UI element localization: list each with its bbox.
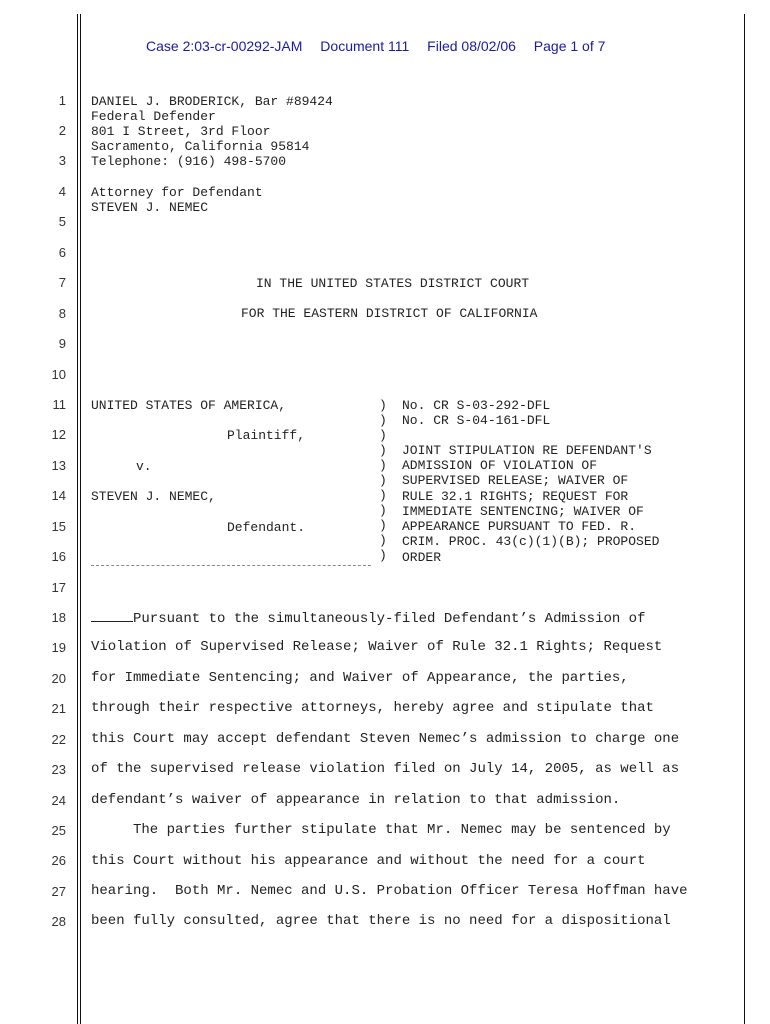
line-number: 19 <box>51 640 66 655</box>
ecf-header <box>146 38 619 54</box>
line-number: 2 <box>58 123 66 138</box>
line-number: 18 <box>51 610 66 625</box>
line-number: 10 <box>51 367 66 382</box>
body-line-27: hearing. Both Mr. Nemec and U.S. Probation Officer Teresa Hoffman have <box>91 883 688 899</box>
court-district: FOR THE EASTERN DISTRICT OF CALIFORNIA <box>241 306 538 321</box>
line-number: 25 <box>51 823 66 838</box>
line-number: 26 <box>51 853 66 868</box>
line-number: 21 <box>51 701 66 716</box>
counsel-street: 801 I Street, 3rd Floor <box>91 124 271 139</box>
caption-defendant: STEVEN J. NEMEC, <box>91 489 216 504</box>
body-line-20: for Immediate Sentencing; and Waiver of Appearance, the parties, <box>91 670 629 686</box>
court-name: IN THE UNITED STATES DISTRICT COURT <box>256 276 530 291</box>
left-margin-rule-1 <box>77 14 78 1024</box>
line-number: 1 <box>58 93 66 108</box>
right-margin-rule <box>744 14 745 1024</box>
line-number: 6 <box>58 245 66 260</box>
case-number-1: No. CR S-03-292-DFL <box>402 398 551 413</box>
body-line-26: this Court without his appearance and without the need for a court <box>91 853 646 869</box>
counsel-name: DANIEL J. BRODERICK, Bar #89424 <box>91 94 333 109</box>
caption-defendant-role: Defendant. <box>227 520 306 535</box>
line-number: 23 <box>51 762 66 777</box>
body-line-19: Violation of Supervised Release; Waiver of Rule 32.1 Rights; Request <box>91 639 663 655</box>
line-number: 3 <box>58 153 66 168</box>
line-number: 11 <box>52 397 66 412</box>
line-number: 22 <box>51 732 66 747</box>
line-number: 15 <box>51 519 66 534</box>
counsel-role: Attorney for Defendant <box>91 185 263 200</box>
line-number: 13 <box>51 458 66 473</box>
line-number: 28 <box>51 914 66 929</box>
caption-rule <box>91 565 371 566</box>
body-line-28: been fully consulted, agree that there is no need for a dispositional <box>91 913 671 929</box>
document-title-line: JOINT STIPULATION RE DEFENDANT'S <box>402 443 652 458</box>
paragraph-indent-blank <box>91 609 133 622</box>
line-number: 24 <box>51 793 66 808</box>
caption-versus: v. <box>136 459 152 474</box>
line-number: 16 <box>51 549 66 564</box>
body-line-23: of the supervised release violation filed on July 14, 2005, as well as <box>91 761 680 777</box>
caption-paren-column: ) ) ) ) ) ) ) ) ) ) ) <box>379 398 387 563</box>
line-number: 7 <box>58 275 66 290</box>
counsel-title: Federal Defender <box>91 109 216 124</box>
caption-plaintiff: UNITED STATES OF AMERICA, <box>91 398 287 413</box>
counsel-city: Sacramento, California 95814 <box>91 139 310 154</box>
line-number: 9 <box>58 336 66 351</box>
document-title-line: IMMEDIATE SENTENCING; WAIVER OF <box>402 504 644 519</box>
page-indicator: Page 1 of 7 <box>533 38 606 54</box>
document-title-line: RULE 32.1 RIGHTS; REQUEST FOR <box>402 489 629 504</box>
line-number: 8 <box>58 306 66 321</box>
body-text: Pursuant to the simultaneously-filed Defendant’s Admission of <box>133 611 646 627</box>
body-line-18 <box>91 609 645 627</box>
line-number: 27 <box>51 884 66 899</box>
filed-date: Filed 08/02/06 <box>427 38 516 54</box>
counsel-client: STEVEN J. NEMEC <box>91 200 209 215</box>
document-title-line: CRIM. PROC. 43(c)(1)(B); PROPOSED <box>402 534 660 549</box>
caption-plaintiff-role: Plaintiff, <box>227 428 306 443</box>
document-number: Document 111 <box>320 38 410 54</box>
document-title-line: SUPERVISED RELEASE; WAIVER OF <box>402 473 629 488</box>
body-line-22: this Court may accept defendant Steven Nemec’s admission to charge one <box>91 731 680 747</box>
line-number: 5 <box>58 214 66 229</box>
line-number: 17 <box>51 580 66 595</box>
line-number: 14 <box>51 488 66 503</box>
line-number: 4 <box>58 184 66 199</box>
body-line-24: defendant’s waiver of appearance in relation to that admission. <box>91 792 621 808</box>
document-title-line: ORDER <box>402 550 442 565</box>
body-line-21: through their respective attorneys, hereby agree and stipulate that <box>91 700 654 716</box>
case-number-2: No. CR S-04-161-DFL <box>402 413 551 428</box>
line-number: 20 <box>51 671 66 686</box>
body-line-25: The parties further stipulate that Mr. Nemec may be sentenced by <box>91 822 671 838</box>
document-title-line: APPEARANCE PURSUANT TO FED. R. <box>402 519 637 534</box>
left-margin-rule-2 <box>80 14 81 1024</box>
case-number: Case 2:03-cr-00292-JAM <box>146 38 303 54</box>
document-title-line: ADMISSION OF VIOLATION OF <box>402 458 598 473</box>
counsel-phone: Telephone: (916) 498-5700 <box>91 154 287 169</box>
line-number: 12 <box>51 427 66 442</box>
